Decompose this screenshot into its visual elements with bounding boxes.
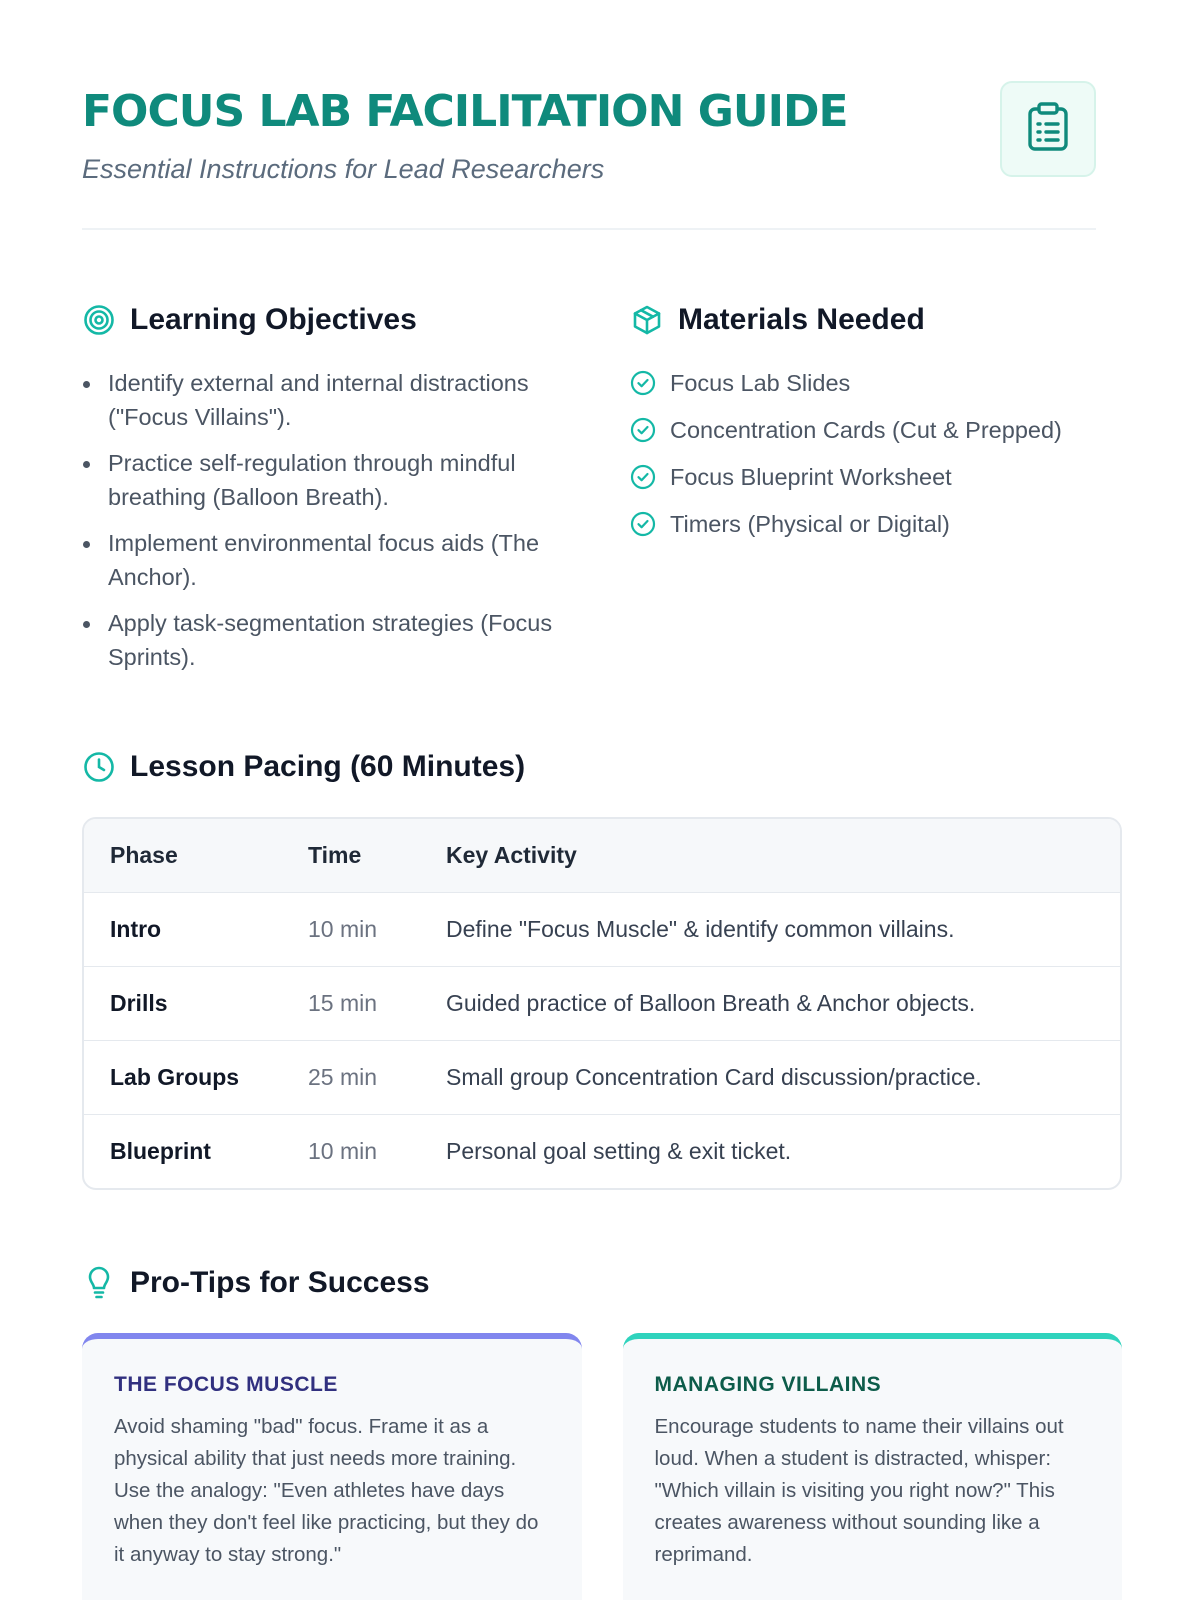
- table-row: [84, 1040, 1120, 1114]
- check-circle-icon: [630, 417, 656, 443]
- material-text: Focus Lab Slides: [670, 370, 851, 396]
- check-circle-icon: [630, 370, 656, 396]
- lesson-pacing-title: Lesson Pacing (60 Minutes): [130, 750, 526, 783]
- section-heading: [82, 1263, 1122, 1303]
- time-cell: 15 min: [282, 966, 420, 1040]
- material-text: Focus Blueprint Worksheet: [670, 464, 952, 490]
- column-header-activity: Key Activity: [420, 819, 1120, 892]
- phase-cell: Blueprint: [84, 1114, 282, 1188]
- list-item: [82, 446, 562, 514]
- tip-card-title: THE FOCUS MUSCLE: [114, 1373, 338, 1396]
- page-title: FOCUS LAB FACILITATION GUIDE: [82, 86, 848, 137]
- tip-cards: [82, 1333, 1122, 1600]
- list-item: [82, 526, 562, 594]
- time-cell: 25 min: [282, 1040, 420, 1114]
- phase-cell: Lab Groups: [84, 1040, 282, 1114]
- activity-cell: Guided practice of Balloon Breath & Anchor objects.: [420, 966, 1120, 1040]
- materials-list: [630, 366, 1122, 541]
- objective-text: Implement environmental focus aids (The Anchor).: [108, 530, 540, 590]
- phase-cell: Drills: [84, 966, 282, 1040]
- phase-cell: Intro: [84, 892, 282, 966]
- materials-section: [630, 300, 1122, 686]
- list-item: [82, 366, 562, 434]
- time-cell: 10 min: [282, 892, 420, 966]
- bullet-icon: [83, 461, 90, 468]
- section-heading: [82, 747, 1122, 787]
- page-subtitle: Essential Instructions for Lead Researchers: [82, 154, 605, 184]
- clipboard-list-icon: [1026, 102, 1070, 157]
- activity-cell: Small group Concentration Card discussion/practice.: [420, 1040, 1120, 1114]
- header: [82, 0, 1096, 230]
- objectives-materials-row: [82, 300, 1122, 686]
- list-item: [630, 413, 1122, 447]
- materials-title: Materials Needed: [678, 303, 925, 336]
- lightbulb-icon: [82, 1266, 116, 1300]
- objective-text: Identify external and internal distractions ("Focus Villains").: [108, 370, 529, 430]
- tip-card-managing-villains: [623, 1333, 1123, 1600]
- lesson-pacing-section: [82, 747, 1122, 1190]
- tip-card-body: Avoid shaming "bad" focus. Frame it as a physical ability that just needs more training. Use the analogy: "Even athletes have days when they don't feel like practicing, but they do it anyway to stay strong.": [114, 1415, 539, 1566]
- column-header-phase: Phase: [84, 819, 282, 892]
- bullet-icon: [83, 541, 90, 548]
- tip-card-body: Encourage students to name their villains out loud. When a student is distracted, whisper: "Which villain is visiting you right now?" This creates awareness without sounding like a reprimand.: [654, 1415, 1064, 1566]
- bullet-icon: [83, 621, 90, 628]
- tip-card-title: MANAGING VILLAINS: [654, 1373, 882, 1396]
- objective-text: Practice self-regulation through mindful breathing (Balloon Breath).: [108, 450, 516, 510]
- pro-tips-title: Pro-Tips for Success: [130, 1266, 430, 1299]
- time-cell: 10 min: [282, 1114, 420, 1188]
- table-header-row: [84, 819, 1120, 892]
- table-row: [84, 966, 1120, 1040]
- learning-objectives-section: [82, 300, 630, 686]
- check-circle-icon: [630, 511, 656, 537]
- check-circle-icon: [630, 464, 656, 490]
- table-row: [84, 1114, 1120, 1188]
- clipboard-badge: [1000, 81, 1096, 177]
- pro-tips-section: [82, 1263, 1122, 1600]
- column-header-time: Time: [282, 819, 420, 892]
- learning-objectives-title: Learning Objectives: [130, 303, 417, 336]
- section-heading: [82, 300, 630, 340]
- list-item: [630, 507, 1122, 541]
- tip-card-focus-muscle: [82, 1333, 582, 1600]
- section-heading: [630, 300, 1122, 340]
- list-item: [82, 606, 562, 674]
- objectives-list: [82, 366, 630, 674]
- pacing-table: [82, 817, 1122, 1190]
- table-row: [84, 892, 1120, 966]
- material-text: Timers (Physical or Digital): [670, 511, 950, 537]
- activity-cell: Personal goal setting & exit ticket.: [420, 1114, 1120, 1188]
- activity-cell: Define "Focus Muscle" & identify common villains.: [420, 892, 1120, 966]
- material-text: Concentration Cards (Cut & Prepped): [670, 417, 1062, 443]
- target-icon: [82, 303, 116, 337]
- objective-text: Apply task-segmentation strategies (Focus Sprints).: [108, 610, 553, 670]
- bullet-icon: [83, 381, 90, 388]
- list-item: [630, 460, 1122, 494]
- package-icon: [630, 303, 664, 337]
- clock-icon: [82, 750, 116, 784]
- list-item: [630, 366, 1122, 400]
